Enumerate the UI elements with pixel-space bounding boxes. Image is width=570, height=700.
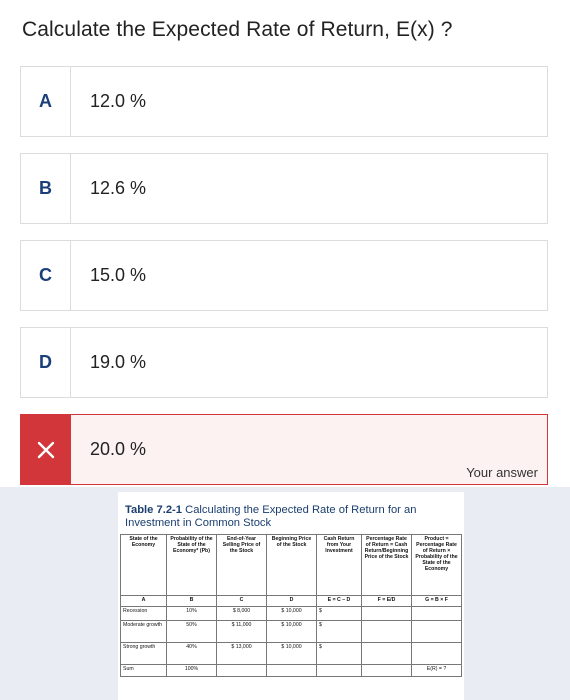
col-header: Beginning Price of the Stock — [267, 535, 317, 596]
col-header: Probability of the State of the Economy* (Pb) — [167, 535, 217, 596]
option-d[interactable] — [20, 327, 548, 398]
your-answer-label: Your answer — [466, 465, 538, 480]
table-row — [121, 607, 462, 621]
option-a[interactable] — [20, 66, 548, 137]
option-a-letter: A — [21, 67, 71, 136]
table-number: Table 7.2-1 — [125, 504, 182, 516]
col-header: End-of-Year Selling Price of the Stock — [217, 535, 267, 596]
table-cell: Sum — [121, 665, 167, 677]
table-cell: E(R) = ? — [412, 665, 462, 677]
col-letter: D — [267, 596, 317, 607]
col-letter: A — [121, 596, 167, 607]
table-cell: $ 10,000 — [267, 607, 317, 621]
option-b-text: 12.6 % — [90, 178, 147, 198]
table-title — [125, 504, 457, 530]
table-cell: Strong growth — [121, 643, 167, 665]
table-row — [121, 665, 462, 677]
option-c[interactable] — [20, 240, 548, 311]
table-cell: 40% — [167, 643, 217, 665]
option-b[interactable] — [20, 153, 548, 224]
col-header: Product = Percentage Rate of Return × Probability of the State of the Economy — [412, 535, 462, 596]
table-cell — [362, 621, 412, 643]
col-letter: B — [167, 596, 217, 607]
table-cell: $ 11,000 — [217, 621, 267, 643]
table-letter-row — [121, 596, 462, 607]
table-cell: $ — [317, 621, 362, 643]
col-letter: F = E/D — [362, 596, 412, 607]
option-d-text: 19.0 % — [90, 352, 147, 372]
table-cell — [217, 665, 267, 677]
table-cell — [362, 643, 412, 665]
table-cell — [317, 665, 362, 677]
option-b-letter: B — [21, 154, 71, 223]
table-figure — [118, 492, 464, 700]
option-a-text: 12.0 % — [90, 91, 147, 111]
table-cell — [412, 607, 462, 621]
table-cell — [412, 643, 462, 665]
table-cell: 100% — [167, 665, 217, 677]
table-cell: $ 10,000 — [267, 621, 317, 643]
col-header: Cash Return from Your Investment — [317, 535, 362, 596]
table-row — [121, 621, 462, 643]
table-cell: Moderate growth — [121, 621, 167, 643]
col-letter: G = B × F — [412, 596, 462, 607]
table-caption: Calculating the Expected Rate of Return for an Investment in Common Stock — [125, 504, 417, 529]
incorrect-marker — [21, 415, 71, 484]
table-cell: $ — [317, 643, 362, 665]
table-cell — [362, 665, 412, 677]
option-c-letter: C — [21, 241, 71, 310]
table-cell: $ 10,000 — [267, 643, 317, 665]
col-header: State of the Economy — [121, 535, 167, 596]
table-cell: Recession — [121, 607, 167, 621]
table-cell: 50% — [167, 621, 217, 643]
option-c-text: 15.0 % — [90, 265, 147, 285]
option-d-letter: D — [21, 328, 71, 397]
table-cell: 10% — [167, 607, 217, 621]
table-cell — [267, 665, 317, 677]
table-cell: $ 13,000 — [217, 643, 267, 665]
question-text: Calculate the Expected Rate of Return, E(x) ? — [22, 18, 453, 41]
table-header-row — [121, 535, 462, 596]
option-e-text: 20.0 % — [90, 439, 147, 459]
x-icon — [36, 440, 56, 460]
table-cell: $ — [317, 607, 362, 621]
table-cell — [362, 607, 412, 621]
col-letter: E = C – D — [317, 596, 362, 607]
table-cell: $ 8,000 — [217, 607, 267, 621]
table-row — [121, 643, 462, 665]
col-header: Percentage Rate of Return = Cash Return/Beginning Price of the Stock — [362, 535, 412, 596]
col-letter: C — [217, 596, 267, 607]
expected-return-table — [120, 534, 462, 677]
table-cell — [412, 621, 462, 643]
